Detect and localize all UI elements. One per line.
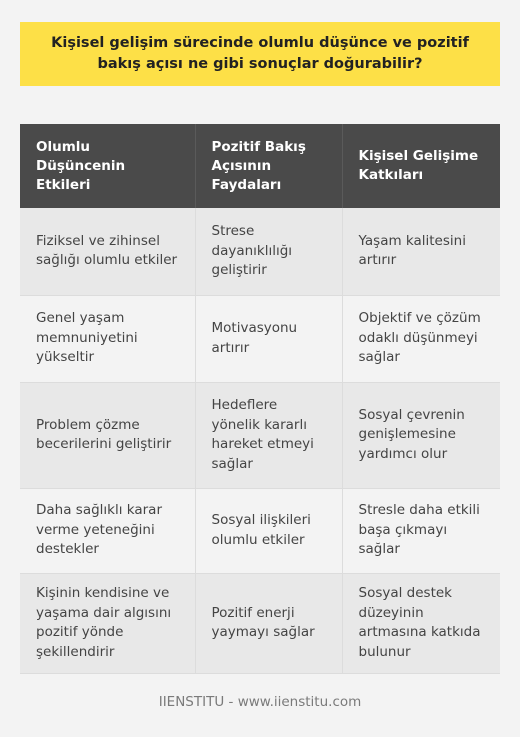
table-cell: Genel yaşam memnuniyetini yükseltir bbox=[20, 295, 195, 382]
column-header-positive-thinking-effects: Olumlu Düşüncenin Etkileri bbox=[20, 124, 195, 208]
table-cell: Strese dayanıklılığı geliştirir bbox=[195, 208, 342, 295]
table-row bbox=[20, 573, 500, 673]
column-header-positive-outlook-benefits: Pozitif Bakış Açısının Faydaları bbox=[195, 124, 342, 208]
table-row bbox=[20, 488, 500, 573]
table-cell: Sosyal destek düzeyinin artmasına katkıda bulunur bbox=[342, 573, 500, 673]
page-title: Kişisel gelişim sürecinde olumlu düşünce ve pozitif bakış açısı ne gibi sonuçlar doğurabilir? bbox=[51, 35, 469, 72]
table-row bbox=[20, 208, 500, 295]
table-cell: Pozitif enerji yaymayı sağlar bbox=[195, 573, 342, 673]
table-cell: Sosyal çevrenin genişlemesine yardımcı olur bbox=[342, 382, 500, 488]
table-row bbox=[20, 382, 500, 488]
table-cell: Motivasyonu artırır bbox=[195, 295, 342, 382]
table-cell: Stresle daha etkili başa çıkmayı sağlar bbox=[342, 488, 500, 573]
table-cell: Fiziksel ve zihinsel sağlığı olumlu etkiler bbox=[20, 208, 195, 295]
table-cell: Sosyal ilişkileri olumlu etkiler bbox=[195, 488, 342, 573]
table-cell: Problem çözme becerilerini geliştirir bbox=[20, 382, 195, 488]
column-header-personal-growth-contributions: Kişisel Gelişime Katkıları bbox=[342, 124, 500, 208]
table-cell: Hedeflere yönelik kararlı hareket etmeyi sağlar bbox=[195, 382, 342, 488]
table-cell: Objektif ve çözüm odaklı düşünmeyi sağlar bbox=[342, 295, 500, 382]
footer-credit: IIENSTITU - www.iienstitu.com bbox=[158, 694, 362, 710]
table-cell: Yaşam kalitesini artırır bbox=[342, 208, 500, 295]
comparison-table bbox=[20, 124, 500, 674]
table-cell: Daha sağlıklı karar verme yeteneğini destekler bbox=[20, 488, 195, 573]
table-row bbox=[20, 295, 500, 382]
table-cell: Kişinin kendisine ve yaşama dair algısını pozitif yönde şekillendirir bbox=[20, 573, 195, 673]
table-header-row bbox=[20, 124, 500, 208]
title-banner bbox=[20, 22, 500, 86]
